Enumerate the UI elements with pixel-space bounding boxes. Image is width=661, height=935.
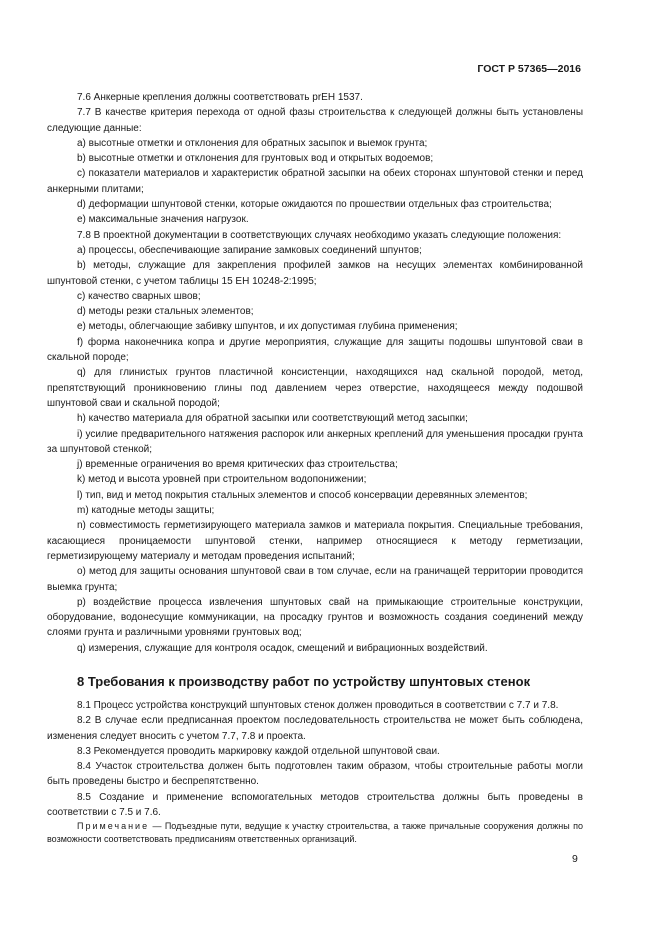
paragraph: с) качество сварных швов; bbox=[77, 290, 201, 302]
paragraph: е) методы, облегчающие забивку шпунтов, и их допустимая глубина применения; bbox=[77, 321, 458, 333]
clause-7-list bbox=[47, 90, 583, 656]
paragraph: k) метод и высота уровней при строительном водопонижении; bbox=[77, 474, 367, 486]
paragraph: q) для глинистых грунтов пластичной консистенции, находящихся над скальной породой, метод, препятствующий проникновению глины под давлением через отверстие, находящееся между подошвой шпунтовой сваи и скальной породой; bbox=[47, 367, 583, 409]
paragraph: j) временные ограничения во время критических фаз строительства; bbox=[77, 459, 398, 471]
paragraph: с) показатели материалов и характеристик обратной засыпки на обеих сторонах шпунтовой стенки и перед анкерными плитами; bbox=[47, 168, 583, 195]
paragraph: n) совместимость герметизирующего материала замков и материала покрытия. Специальные требования, касающиеся проницаемости шпунтовой стенки, например относящиеся к методу герметизации, герметизирующему материалу и методам проведения испытаний; bbox=[47, 520, 583, 562]
paragraph: 8.2 В случае если предписанная проектом последовательность строительства не может быть соблюдена, изменения следует вносить с учетом 7.7, 7.8 и проекта. bbox=[47, 715, 583, 742]
paragraph: е) максимальные значения нагрузок. bbox=[77, 214, 249, 226]
section-8-list bbox=[47, 698, 583, 820]
page-content bbox=[47, 90, 583, 846]
note-label: Примечание bbox=[77, 821, 150, 832]
paragraph: q) измерения, служащие для контроля осадок, смещений и вибрационных воздействий. bbox=[77, 642, 488, 654]
paragraph: а) процессы, обеспечивающие запирание замковых соединений шпунтов; bbox=[77, 244, 422, 256]
paragraph: 7.7 В качестве критерия перехода от одной фазы строительства к следующей должны быть установлены следующие данные: bbox=[47, 107, 583, 134]
paragraph: 8.4 Участок строительства должен быть подготовлен таким образом, чтобы строительные работы могли быть проведены быстро и беспрепятственно. bbox=[47, 761, 583, 788]
page-number: 9 bbox=[572, 853, 578, 865]
note-text: — Подъездные пути, ведущие к участку строительства, а также причальные сооружения должны по возможности соответствовать предписаниям ответственных организаций. bbox=[47, 821, 583, 845]
paragraph: 8.5 Создание и применение вспомогательных методов строительства должны быть проведены в соответствии с 7.5 и 7.6. bbox=[47, 791, 583, 819]
paragraph: d) деформации шпунтовой стенки, которые ожидаются по прошествии отдельных фаз строительства; bbox=[77, 199, 552, 211]
page-header: ГОСТ Р 57365—2016 bbox=[477, 63, 581, 75]
paragraph: h) качество материала для обратной засыпки или соответствующий метод засыпки; bbox=[77, 413, 468, 425]
paragraph: m) катодные методы защиты; bbox=[77, 505, 215, 517]
section-title: 8 Требования к производству работ по устройству шпунтовых стенок bbox=[77, 673, 531, 689]
paragraph: о) метод для защиты основания шпунтовой сваи в том случае, если на граничащей территории проводится выемка грунта; bbox=[47, 566, 583, 593]
paragraph: 7.8 В проектной документации в соответствующих случаях необходимо указать следующие положения: bbox=[77, 229, 562, 241]
paragraph: р) воздействие процесса извлечения шпунтовых свай на примыкающие строительные конструкции, оборудование, водонесущие коммуникации, на просадку грунтов и возможность создания соединений между слоями грунта и различными уровнями грунтовых вод; bbox=[47, 596, 583, 639]
paragraph: 8.1 Процесс устройства конструкций шпунтовых стенок должен проводиться в соответствии с 7.7 и 7.8. bbox=[77, 699, 559, 711]
paragraph: l) тип, вид и метод покрытия стальных элементов и способ консервации деревянных элементов; bbox=[77, 489, 528, 501]
paragraph: 8.3 Рекомендуется проводить маркировку каждой отдельной шпунтовой сваи. bbox=[77, 745, 440, 757]
paragraph: f) форма наконечника копра и другие мероприятия, служащие для защиты подошвы шпунтовой сваи в скальной породе; bbox=[47, 336, 583, 364]
paragraph: i) усилие предварительного натяжения распорок или анкерных креплений для уменьшения просадки грунта за шпунтовой стенкой; bbox=[47, 428, 583, 455]
paragraph: d) методы резки стальных элементов; bbox=[77, 306, 254, 318]
paragraph: b) высотные отметки и отклонения для грунтовых вод и открытых водоемов; bbox=[77, 153, 434, 165]
paragraph: b) методы, служащие для закрепления профилей замков на несущих элементах комбинированной шпунтовой стенки, с учетом таблицы 15 ЕН 10248-2:1995; bbox=[47, 260, 583, 287]
paragraph: а) высотные отметки и отклонения для обратных засыпок и выемок грунта; bbox=[77, 137, 428, 149]
note bbox=[47, 820, 583, 846]
paragraph: 7.6 Анкерные крепления должны соответствовать prEH 1537. bbox=[77, 92, 363, 103]
